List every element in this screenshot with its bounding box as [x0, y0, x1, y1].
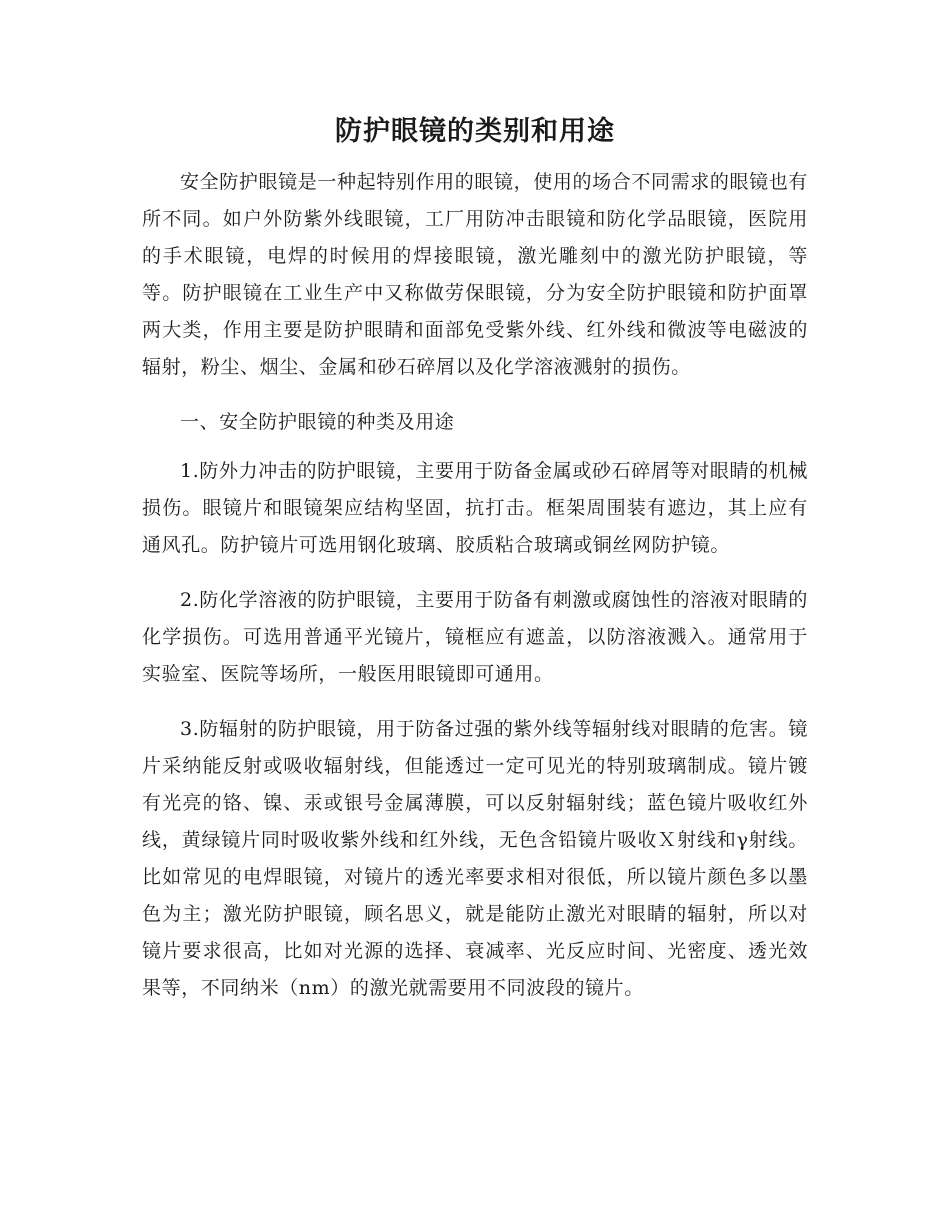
page-title: 防护眼镜的类别和用途: [335, 116, 615, 147]
intro-paragraph: 安全防护眼镜是一种起特别作用的眼镜，使用的场合不同需求的眼镜也有所不同。如户外防紫外线眼镜，工厂用防冲击眼镜和防化学品眼镜，医院用的手术眼镜，电焊的时候用的焊接眼镜，激光雕刻中的激光防护眼镜，等等。防护眼镜在工业生产中又称做劳保眼镜，分为安全防护眼镜和防护面罩两大类，作用主要是防护眼睛和面部免受紫外线、红外线和微波等电磁波的辐射，粉尘、烟尘、金属和砂石碎屑以及化学溶液溅射的损伤。: [142, 171, 808, 378]
section-heading: 一、安全防护眼镜的种类及用途: [180, 411, 455, 433]
list-item-impact: 1.防外力冲击的防护眼镜，主要用于防备金属或砂石碎屑等对眼睛的机械损伤。眼镜片和眼镜架应结构坚固，抗打击。框架周围装有遮边，其上应有通风孔。防护镜片可选用钢化玻璃、胶质粘合玻璃或铜丝网防护镜。: [142, 460, 808, 556]
list-item-radiation: 3.防辐射的防护眼镜，用于防备过强的紫外线等辐射线对眼睛的危害。镜片采纳能反射或吸收辐射线，但能透过一定可见光的特别玻璃制成。镜片镀有光亮的铬、镍、汞或银号金属薄膜，可以反射辐射线；蓝色镜片吸收红外线，黄绿镜片同时吸收紫外线和红外线，无色含铅镜片吸收Ｘ射线和γ射线。比如常见的电焊眼镜，对镜片的透光率要求相对很低，所以镜片颜色多以墨色为主；激光防护眼镜，顾名思义，就是能防止激光对眼睛的辐射，所以对镜片要求很高，比如对光源的选择、衰减率、光反应时间、光密度、透光效果等，不同纳米（nm）的激光就需要用不同波段的镜片。: [142, 718, 808, 999]
list-item-chemical: 2.防化学溶液的防护眼镜，主要用于防备有刺激或腐蚀性的溶液对眼睛的化学损伤。可选用普通平光镜片，镜框应有遮盖，以防溶液溅入。通常用于实验室、医院等场所，一般医用眼镜即可通用。: [142, 589, 808, 685]
document-body: [142, 164, 808, 1025]
